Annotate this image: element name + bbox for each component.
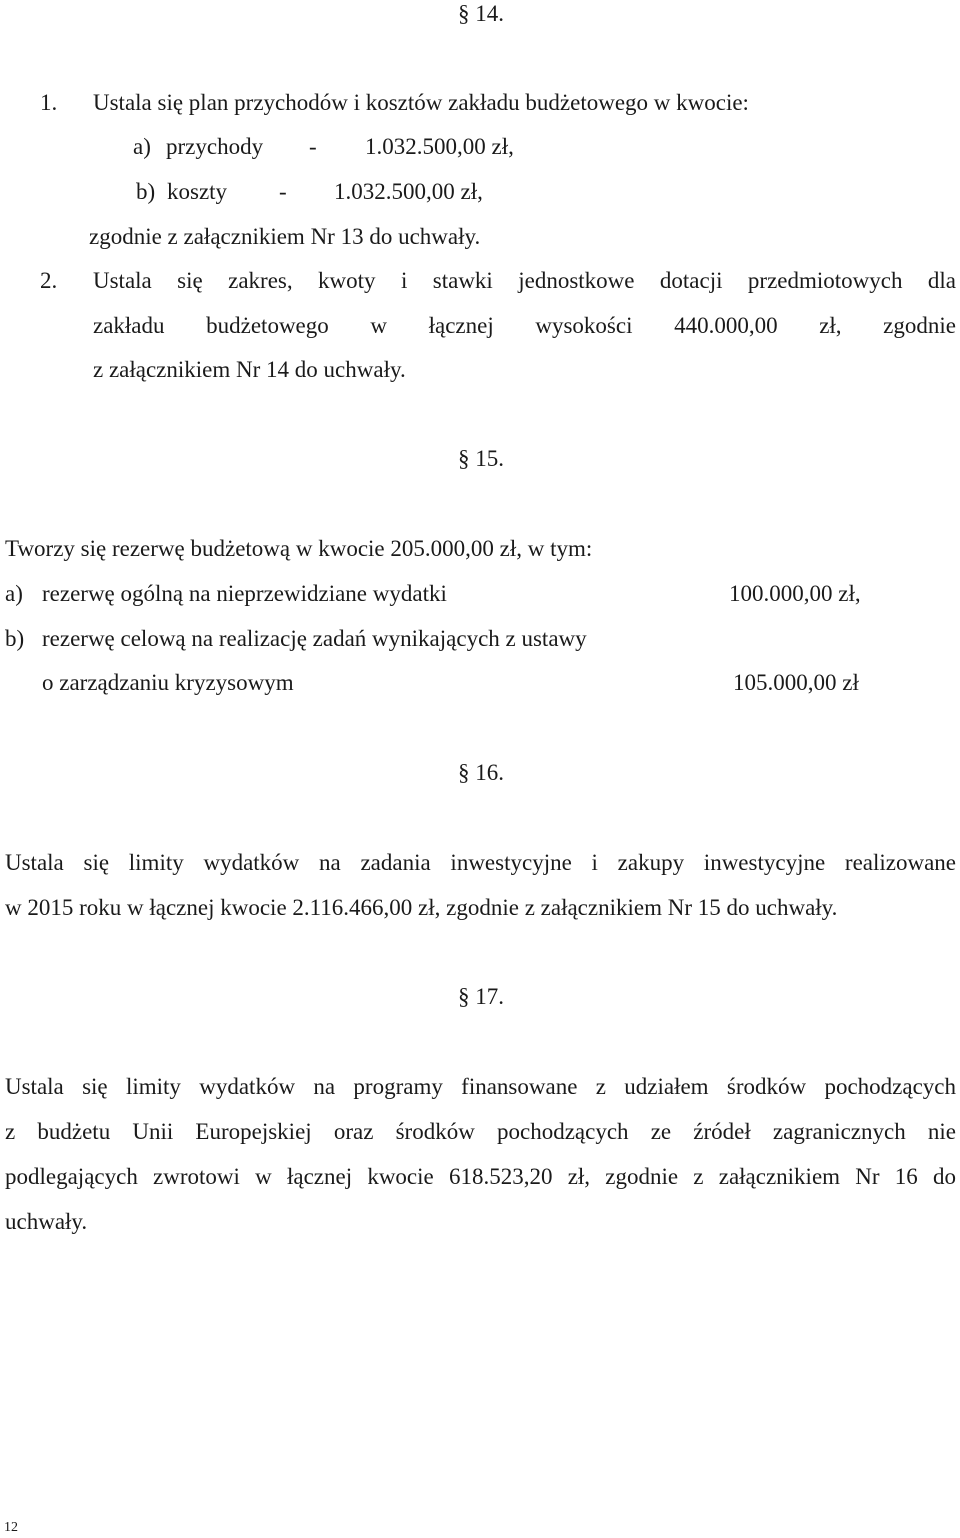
item-1-note: zgodnie z załącznikiem Nr 13 do uchwały. [89,224,481,249]
section-17-line-2: z budżetu Unii Europejskiej oraz środków pochodzących ze źródeł zagranicznych nie [5,1119,956,1144]
section-17-line-1: Ustala się limity wydatków na programy finansowane z udziałem środków pochodzących [5,1074,956,1099]
reserve-a-value: 100.000,00 zł, [729,581,861,606]
item-1a-label: a) [133,134,151,159]
item-1b-name: koszty [167,179,228,204]
reserve-a-text: rezerwę ogólną na nieprzewidziane wydatki [42,581,447,606]
item-2-line-2: zakładu budżetowego w łącznej wysokości 440.000,00 zł, zgodnie [93,313,956,338]
item-1a-name: przychody [166,134,264,159]
section-16-line-2: w 2015 roku w łącznej kwocie 2.116.466,00 zł, zgodnie z załącznikiem Nr 15 do uchwały. [5,895,838,920]
section-16-line-1: Ustala się limity wydatków na zadania inwestycyjne i zakupy inwestycyjne realizowane [5,850,956,875]
item-1a-dash: - [309,134,317,159]
item-1a-value: 1.032.500,00 zł, [365,134,514,159]
section-17-line-4: uchwały. [5,1209,88,1234]
section-15-heading: § 15. [458,446,504,471]
reserve-a-label: a) [5,581,23,606]
reserve-intro: Tworzy się rezerwę budżetową w kwocie 205.000,00 zł, w tym: [5,536,593,561]
reserve-b-label: b) [5,626,25,651]
item-1b-label: b) [136,179,156,204]
reserve-b-value: 105.000,00 zł [733,670,859,695]
page-number: 12 [4,1520,18,1535]
item-1b-value: 1.032.500,00 zł, [334,179,483,204]
section-17-heading: § 17. [458,984,504,1009]
item-1-number: 1. [40,90,58,115]
reserve-b-text-2: o zarządzaniu kryzysowym [42,670,294,695]
section-16-heading: § 16. [458,760,504,785]
section-17-line-3: podlegających zwrotowi w łącznej kwocie 618.523,20 zł, zgodnie z załącznikiem Nr 16 do [5,1164,956,1189]
item-2-number: 2. [40,268,58,293]
item-2-line-3: z załącznikiem Nr 14 do uchwały. [93,357,406,382]
reserve-b-text: rezerwę celową na realizację zadań wynikających z ustawy [42,626,587,651]
section-14-heading: § 14. [458,1,504,26]
item-1b-dash: - [279,179,287,204]
item-2-line-1: Ustala się zakres, kwoty i stawki jednostkowe dotacji przedmiotowych dla [93,268,956,293]
item-1-text: Ustala się plan przychodów i kosztów zakładu budżetowego w kwocie: [93,90,749,115]
